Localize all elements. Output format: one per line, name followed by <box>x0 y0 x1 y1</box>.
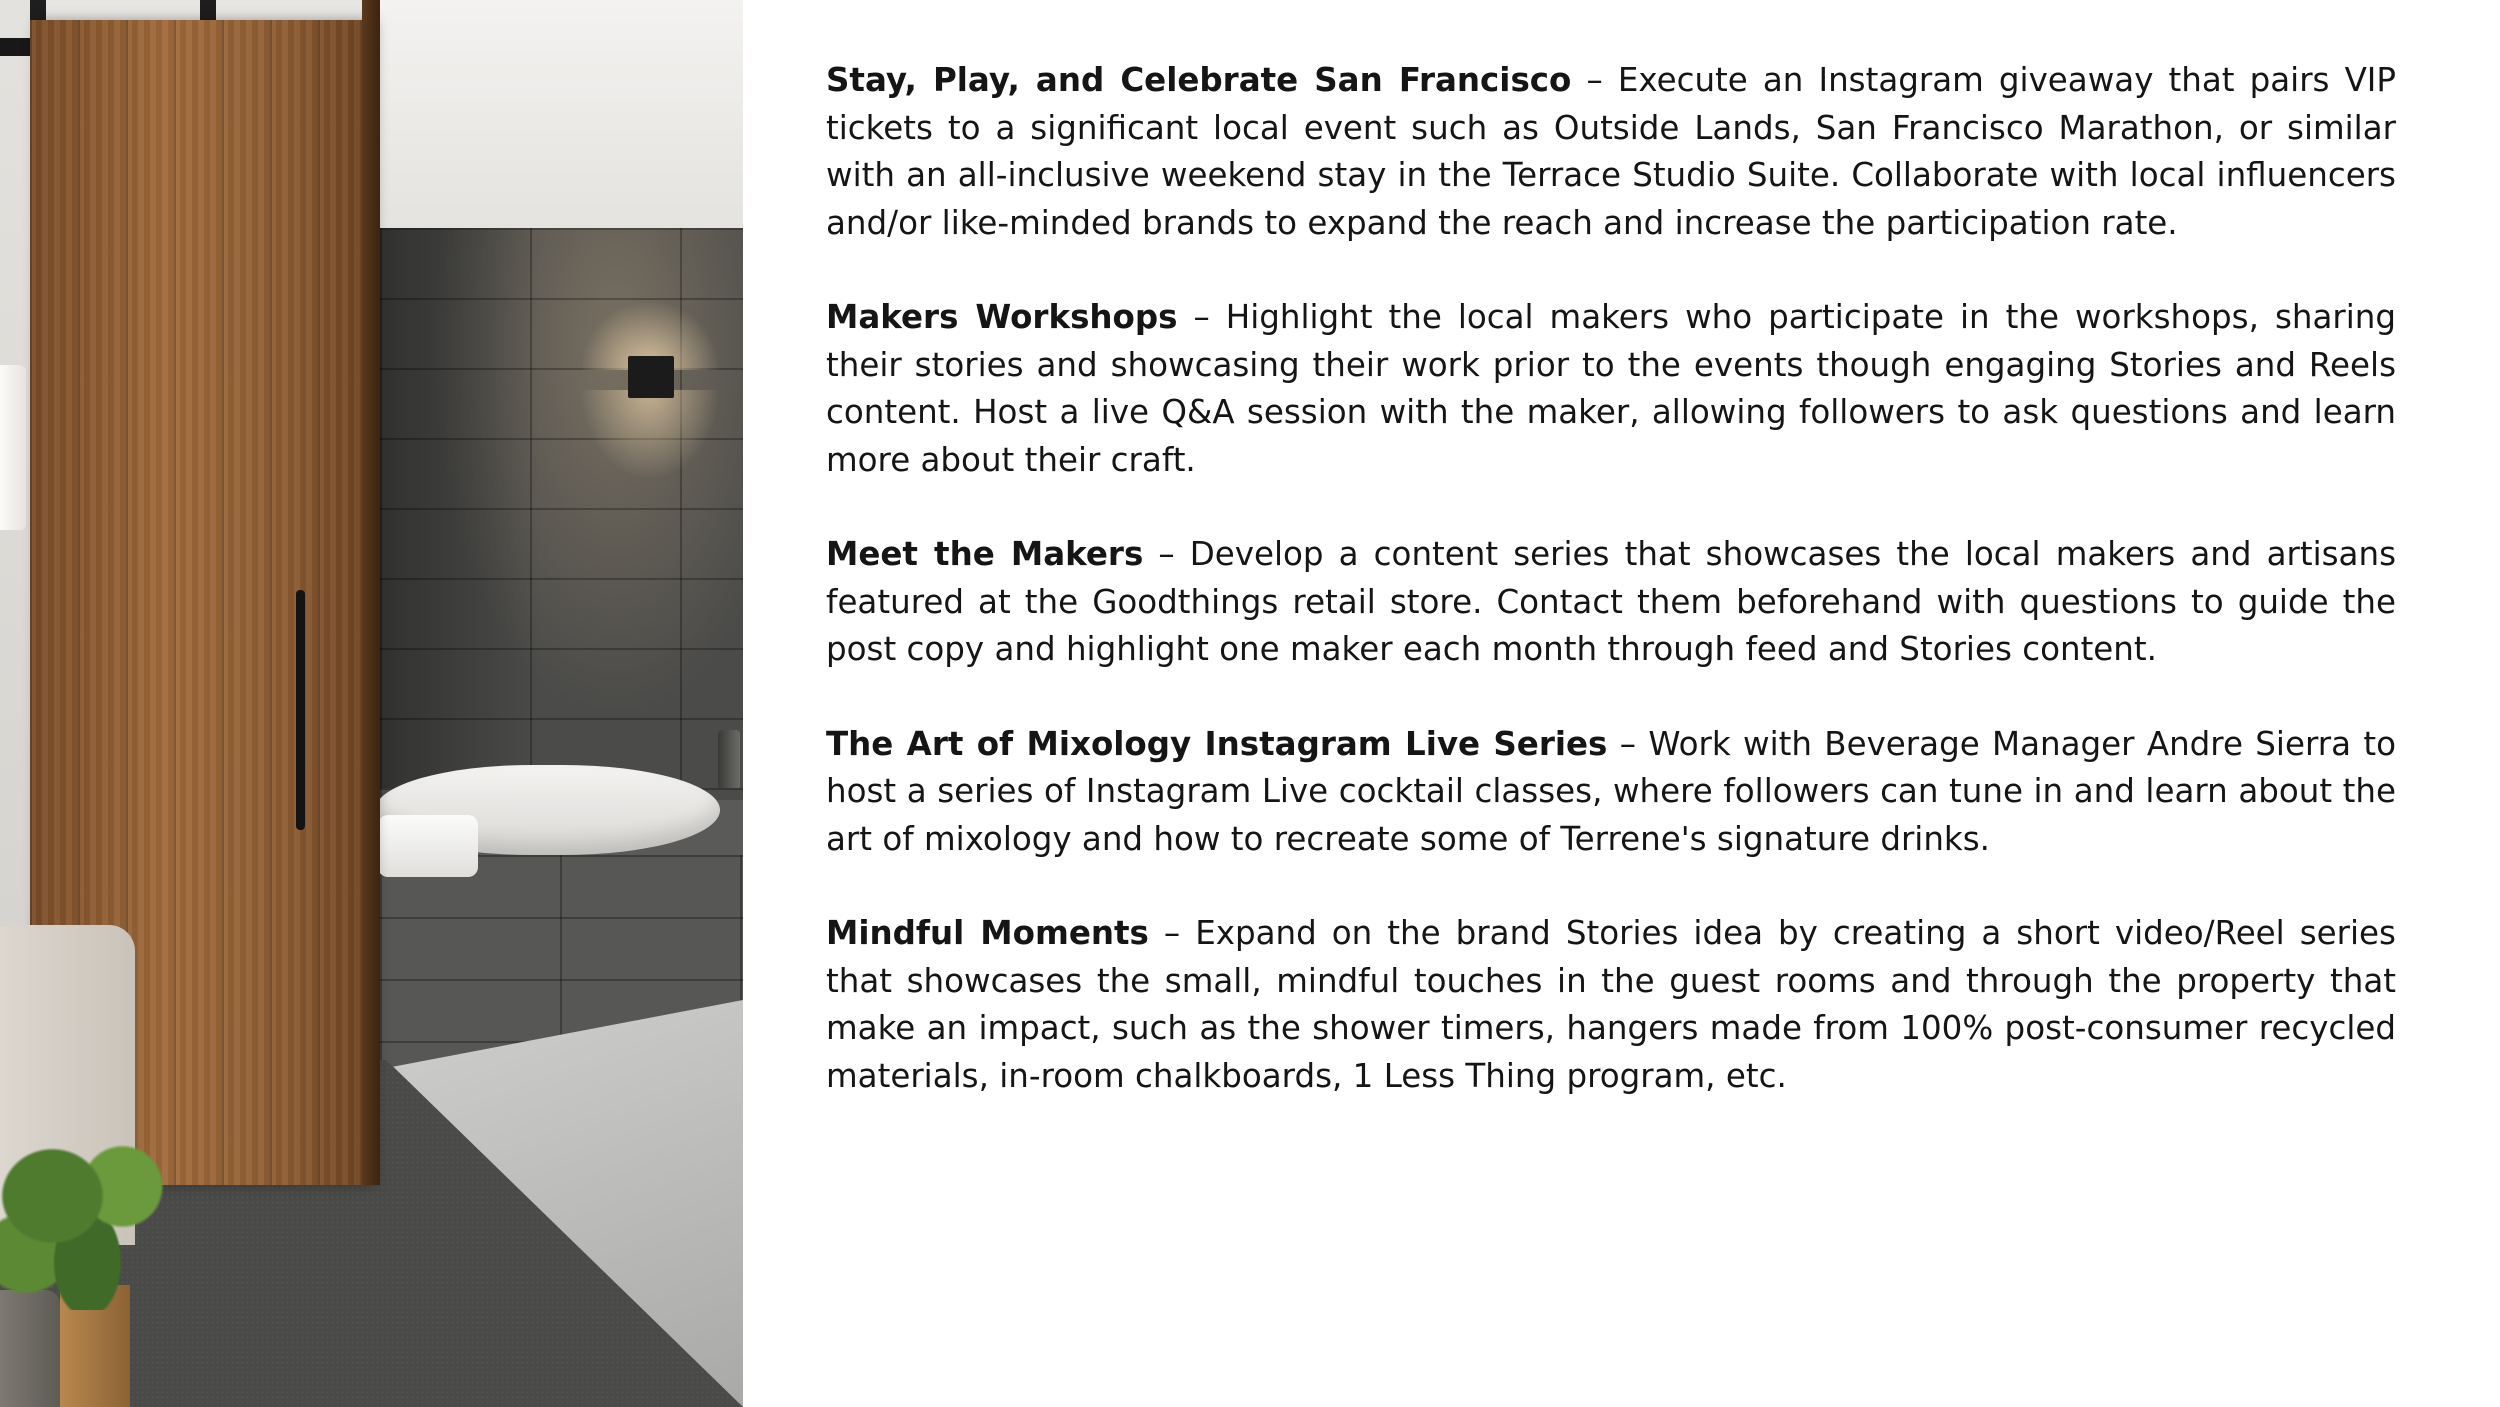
wall-sconce <box>628 356 674 398</box>
idea-body: Work with Beverage Manager Andre Sierra to host a series of Instagram Live cocktail classes, where followers can tune in and learn about the art of mixology and how to recreate some of Terrene's signature drinks. <box>826 724 2396 858</box>
idea-body: Highlight the local makers who participate in the workshops, sharing their stories and showcasing their work prior to the events though engaging Stories and Reels content. Host a live Q&A session with the maker, allowing followers to ask questions and learn more about their craft. <box>826 298 2397 479</box>
idea-separator: – <box>1143 535 1190 573</box>
idea-separator: – <box>1148 914 1196 952</box>
idea-paragraph <box>826 57 2396 247</box>
idea-paragraph <box>826 531 2396 674</box>
idea-body: Develop a content series that showcases the local makers and artisans featured at the Goodthings retail store. Contact them beforehand with questions to guide the post copy and highlight one maker each month through feed and Stories content. <box>826 535 2397 668</box>
towel <box>378 815 478 877</box>
idea-body: Expand on the brand Stories idea by creating a short video/Reel series that showcases the small, mindful touches in the guest rooms and through the property that make an impact, such as the shower timers, hangers made from 100% post-consumer recycled materials, in-room chalkboards, 1 Less Thing program, etc. <box>826 914 2396 1095</box>
wall-shadow <box>380 228 540 788</box>
sconce-glow-down <box>580 390 720 480</box>
idea-body: Execute an Instagram giveaway that pairs VIP tickets to a significant local event such as Outside Lands, San Francisco Marathon, or similar with an all-inclusive weekend stay in the Terrace Studio Suite. Collaborate with local influencers and/or like-minded brands to expand the reach and increase the participation rate. <box>826 61 2396 242</box>
door-handle <box>296 590 305 830</box>
idea-separator: – <box>1571 61 1618 99</box>
idea-paragraph <box>826 294 2396 484</box>
idea-title: Meet the Makers <box>826 535 1144 573</box>
bathroom-photo <box>0 0 743 1407</box>
idea-paragraph <box>826 910 2396 1100</box>
idea-separator: – <box>1607 724 1649 763</box>
barn-door-edge <box>362 0 380 1185</box>
idea-title: The Art of Mixology Instagram Live Series <box>826 724 1608 763</box>
idea-title: Stay, Play, and Celebrate San Francisco <box>826 61 1572 99</box>
ceiling <box>380 0 743 228</box>
plant <box>0 1120 175 1310</box>
idea-title: Mindful Moments <box>826 914 1149 952</box>
idea-title: Makers Workshops <box>826 298 1178 336</box>
idea-separator: – <box>1177 298 1226 336</box>
ideas-list <box>826 57 2396 1147</box>
lamp-shade <box>0 365 26 530</box>
idea-paragraph <box>826 721 2396 864</box>
soap-bottle <box>718 730 740 788</box>
